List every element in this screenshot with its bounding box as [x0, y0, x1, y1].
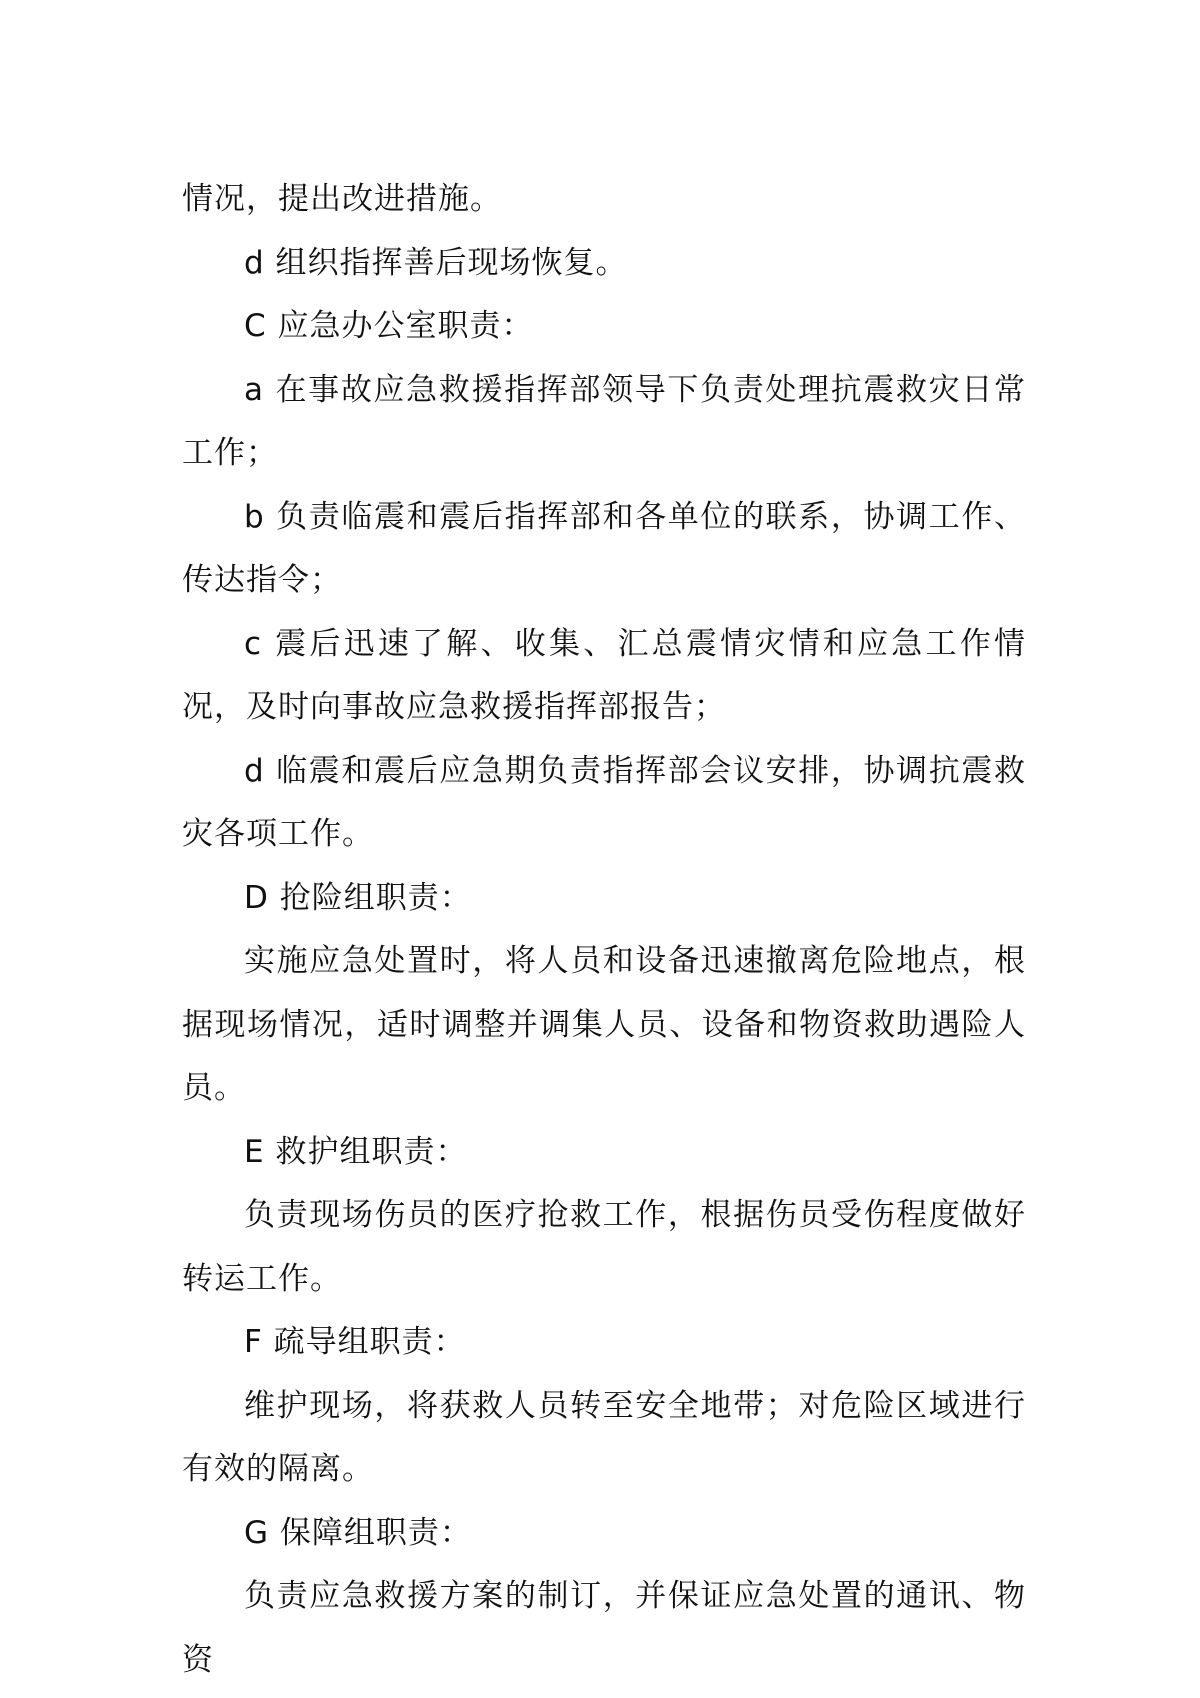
paragraph-10: 负责应急救援方案的制订，并保证应急处置的通讯、物资: [182, 1578, 1026, 1678]
section-heading-f: F 疏导组职责：: [244, 1324, 466, 1360]
paragraph-7: 实施应急处置时，将人员和设备迅速撤离危险地点，根据现场情况，适时调整并调集人员、设备和物资救助遇险人员。: [182, 943, 1026, 1106]
section-heading-c: C 应急办公室职责：: [244, 308, 534, 344]
paragraph-9: 维护现场，将获救人员转至安全地带；对危险区域进行有效的隔离。: [182, 1387, 1026, 1487]
section-heading-d: D 抢险组职责：: [244, 879, 472, 916]
paragraph-8: 负责现场伤员的医疗抢救工作，根据伤员受伤程度做好转运工作。: [182, 1197, 1026, 1297]
paragraph-1: 情况，提出改进措施。: [182, 181, 502, 217]
paragraph-3: a 在事故应急救援指挥部领导下负责处理抗震救灾日常工作；: [182, 371, 1026, 471]
section-heading-g: G 保障组职责：: [244, 1514, 472, 1551]
paragraph-6: d 临震和震后应急期负责指挥部会议安排，协调抗震救灾各项工作。: [182, 752, 1026, 852]
document-body: [182, 168, 1026, 1692]
paragraph-4: b 负责临震和震后指挥部和各单位的联系，协调工作、传达指令；: [182, 498, 1026, 598]
section-heading-e: E 救护组职责：: [244, 1133, 468, 1170]
paragraph-5: c 震后迅速了解、收集、汇总震情灾情和应急工作情况，及时向事故应急救援指挥部报告；: [182, 625, 1026, 725]
paragraph-2: d 组织指挥善后现场恢复。: [244, 244, 628, 281]
